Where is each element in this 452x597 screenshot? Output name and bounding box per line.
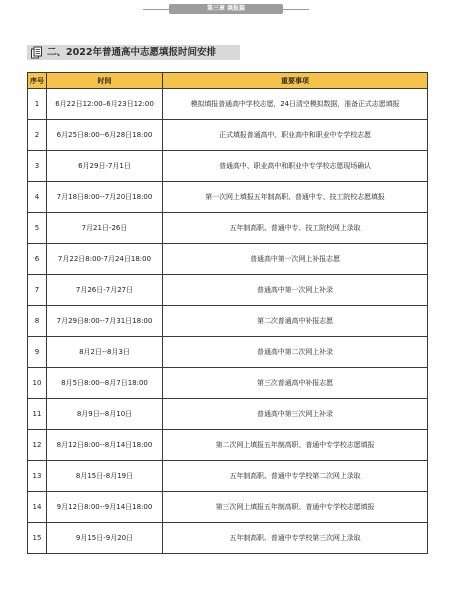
row-index: 2: [28, 120, 47, 151]
chapter-header: [143, 4, 309, 14]
table-row: [28, 213, 428, 244]
table-row: [28, 151, 428, 182]
row-task: 五年制高职、普通中专学校第二次网上录取: [163, 461, 428, 492]
row-index: 13: [28, 461, 47, 492]
row-time: 8月9日--8月10日: [47, 399, 163, 430]
row-time: 6月25日8:00--6月28日18:00: [47, 120, 163, 151]
row-index: 15: [28, 523, 47, 554]
row-task: 五年制高职、普通中专、技工院校网上录取: [163, 213, 428, 244]
row-task: 模拟填报普通高中学校志愿，24日清空模拟数据，准备正式志愿填报: [163, 89, 428, 120]
schedule-table: [27, 72, 428, 554]
table-row: [28, 399, 428, 430]
section-title: 二、2022年普通高中志愿填报时间安排: [47, 47, 216, 58]
table-row: [28, 120, 428, 151]
header-divider-left: [143, 9, 169, 10]
header-divider-right: [283, 9, 309, 10]
row-time: 8月12日8:00--8月14日18:00: [47, 430, 163, 461]
table-row: [28, 306, 428, 337]
table-row: [28, 89, 428, 120]
table-row: [28, 182, 428, 213]
row-index: 12: [28, 430, 47, 461]
table-row: [28, 430, 428, 461]
row-time: 8月2日--8月3日: [47, 337, 163, 368]
row-index: 6: [28, 244, 47, 275]
row-task: 第三次网上填报五年制高职、普通中专学校志愿填报: [163, 492, 428, 523]
row-time: 8月5日8:00--8月7日18:00: [47, 368, 163, 399]
row-time: 7月29日8:00--7月31日18:00: [47, 306, 163, 337]
table-row: [28, 523, 428, 554]
row-task: 普通高中第三次网上补录: [163, 399, 428, 430]
row-index: 10: [28, 368, 47, 399]
column-header-task: 重要事项: [163, 73, 428, 89]
table-row: [28, 275, 428, 306]
row-task: 普通高中第一次网上补报志愿: [163, 244, 428, 275]
row-time: 9月12日8:00--9月14日18:00: [47, 492, 163, 523]
section-header: [27, 45, 240, 60]
table-row: [28, 368, 428, 399]
row-task: 第一次网上填报五年制高职、普通中专、技工院校志愿填报: [163, 182, 428, 213]
row-task: 普通高中第一次网上补录: [163, 275, 428, 306]
table-row: [28, 244, 428, 275]
row-time: 8月15日-8月19日: [47, 461, 163, 492]
row-index: 9: [28, 337, 47, 368]
row-time: 7月26日-7月27日: [47, 275, 163, 306]
row-index: 8: [28, 306, 47, 337]
row-index: 4: [28, 182, 47, 213]
table-header-row: [28, 73, 428, 89]
row-index: 1: [28, 89, 47, 120]
row-task: 第二次网上填报五年制高职、普通中专学校志愿填报: [163, 430, 428, 461]
column-header-time: 时间: [47, 73, 163, 89]
row-index: 7: [28, 275, 47, 306]
chapter-label: 第三章 填报篇: [169, 4, 283, 14]
table-row: [28, 337, 428, 368]
row-task: 普通高中第二次网上补录: [163, 337, 428, 368]
row-task: 普通高中、职业高中和职业中专学校志愿现场确认: [163, 151, 428, 182]
row-time: 6月22日12:00–6月23日12:00: [47, 89, 163, 120]
row-index: 11: [28, 399, 47, 430]
row-task: 五年制高职、普通中专学校第三次网上录取: [163, 523, 428, 554]
row-time: 6月29日-7月1日: [47, 151, 163, 182]
row-index: 3: [28, 151, 47, 182]
table-row: [28, 492, 428, 523]
row-time: 9月15日-9月20日: [47, 523, 163, 554]
row-task: 正式填报普通高中、职业高中和职业中专学校志愿: [163, 120, 428, 151]
column-header-index: 序号: [28, 73, 47, 89]
table-row: [28, 461, 428, 492]
row-time: 7月21日-26日: [47, 213, 163, 244]
row-time: 7月18日8:00--7月20日18:00: [47, 182, 163, 213]
row-task: 第二次普通高中补报志愿: [163, 306, 428, 337]
row-index: 5: [28, 213, 47, 244]
row-time: 7月22日8:00-7月24日18:00: [47, 244, 163, 275]
row-index: 14: [28, 492, 47, 523]
document-copy-icon: [30, 46, 43, 59]
row-task: 第三次普通高中补报志愿: [163, 368, 428, 399]
